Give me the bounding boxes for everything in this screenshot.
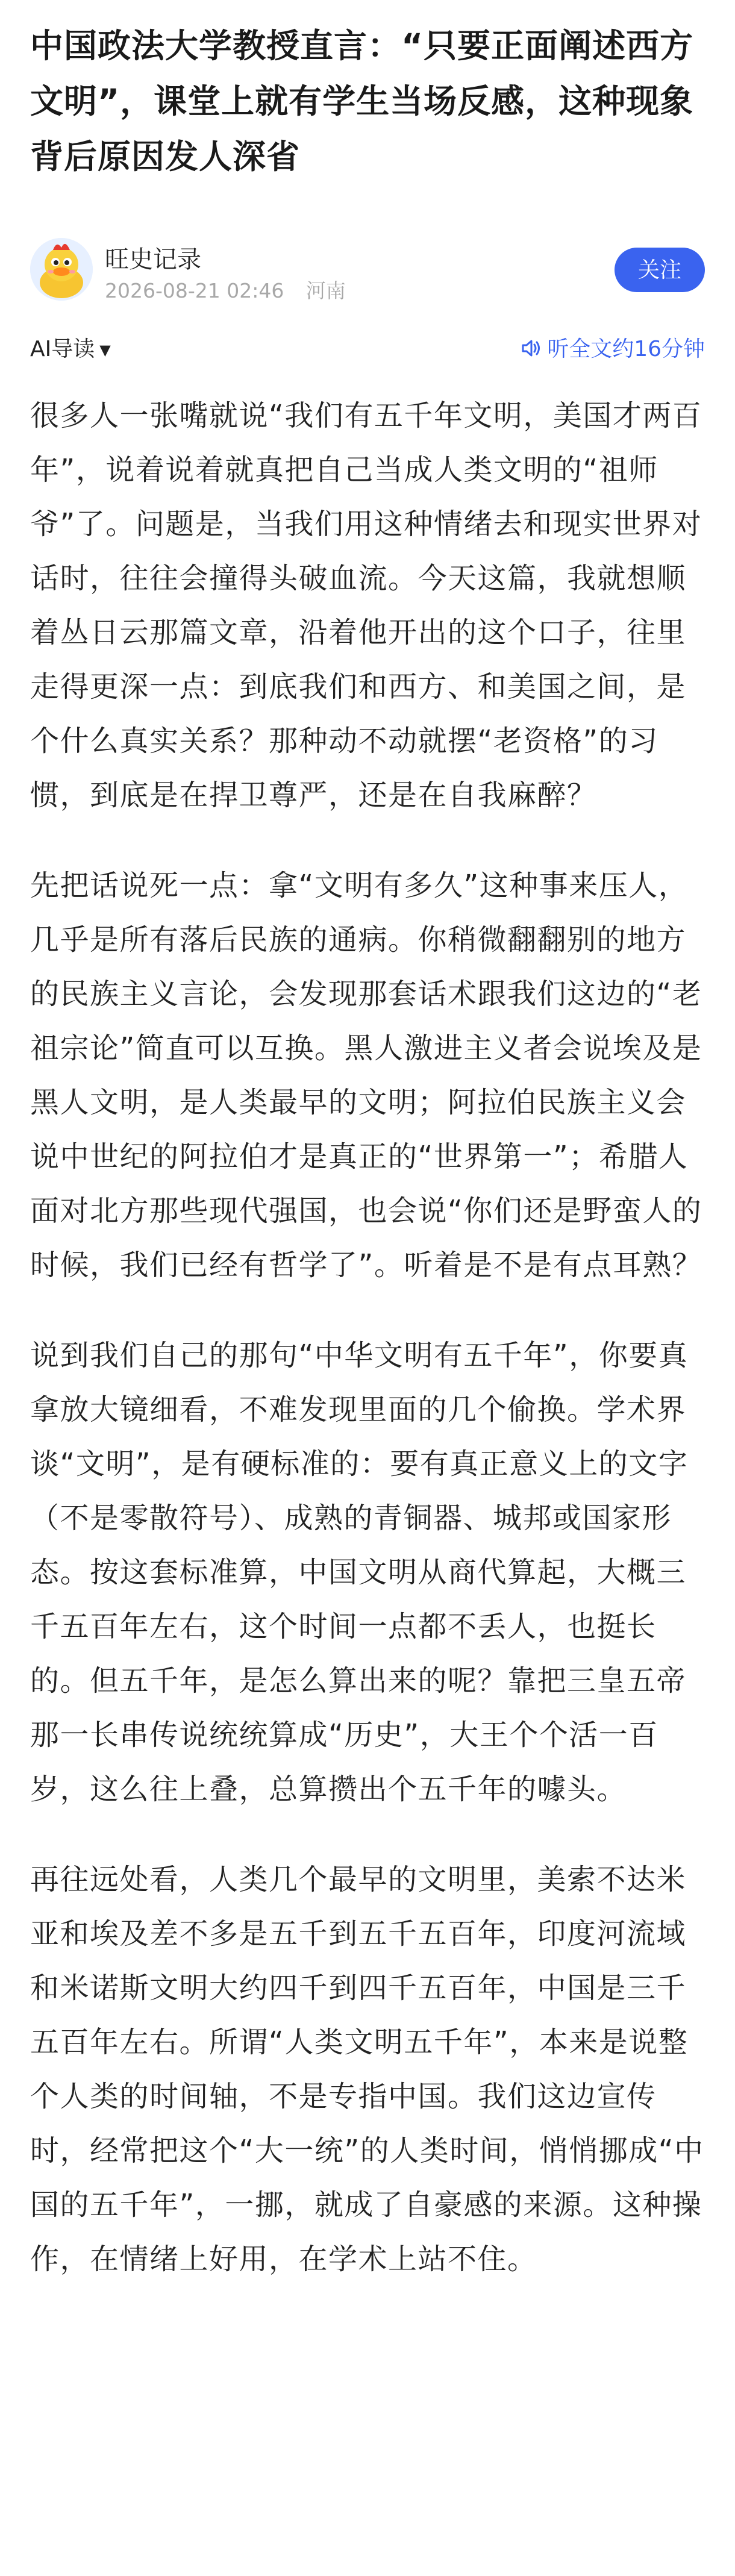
post-location: 河南 <box>305 279 346 302</box>
article-paragraph: 说到我们自己的那句“中华文明有五千年”，你要真拿放大镜细看，不难发现里面的几个偷换。学术界谈“文明”，是有硬标准的：要有真正意义上的文字（不是零散符号）、成熟的青铜器、城邦或国家形态。按这套标准算，中国文明从商代算起，大概三千五百年左右，这个时间一点都不丢人，也挺长的。但五千年，是怎么算出来的呢？靠把三皇五帝那一长串传说统统算成“历史”，大王个个活一百岁，这么往上叠，总算攒出个五千年的噱头。 <box>30 1339 689 1806</box>
ai-toolbar <box>30 328 705 370</box>
article-paragraph: 很多人一张嘴就说“我们有五千年文明，美国才两百年”，说着说着就真把自己当成人类文明的“祖师爷”了。问题是，当我们用这种情绪去和现实世界对话时，往往会撞得头破血流。今天这篇，我就想顺着丛日云那篇文章，沿着他开出的这个口子，往里走得更深一点：到底我们和西方、和美国之间，是个什么真实关系？那种动不动就摆“老资格”的习惯，到底是在捍卫尊严，还是在自我麻醉？ <box>30 399 702 812</box>
article-body <box>30 389 711 2322</box>
ai-guide-toggle[interactable] <box>30 332 111 363</box>
duck-avatar-icon <box>30 238 93 301</box>
author-row <box>30 238 705 310</box>
article-title: 中国政法大学教授直言：“只要正面阐述西方文明”，课堂上就有学生当场反感，这种现象背后原因发人深省 <box>30 27 694 176</box>
avatar[interactable] <box>30 238 93 301</box>
caret-down-icon: ▼ <box>99 342 111 358</box>
speaker-icon <box>521 338 541 358</box>
author-name[interactable]: 旺史记录 <box>105 246 201 274</box>
listen-label: 听全文约16分钟 <box>547 337 705 361</box>
listen-button[interactable] <box>521 332 705 363</box>
ai-guide-label: AI导读 <box>30 337 95 361</box>
post-date: 2026-08-21 02:46 <box>105 279 284 302</box>
post-meta <box>105 275 361 304</box>
follow-button[interactable]: 关注 <box>615 248 705 292</box>
article-paragraph: 再往远处看，人类几个最早的文明里，美索不达米亚和埃及差不多是五千到五千五百年，印度河流域和米诺斯文明大约四千到四千五百年，中国是三千五百年左右。所谓“人类文明五千年”，本来是说整个人类的时间轴，不是专指中国。我们这边宣传时，经常把这个“大一统”的人类时间，悄悄挪成“中国的五千年”，一挪，就成了自豪感的来源。这种操作，在情绪上好用，在学术上站不住。 <box>30 1863 704 2276</box>
article-paragraph: 先把话说死一点：拿“文明有多久”这种事来压人，几乎是所有落后民族的通病。你稍微翻翻别的地方的民族主义言论，会发现那套话术跟我们这边的“老祖宗论”简直可以互换。黑人激进主义者会说埃及是黑人文明，是人类最早的文明；阿拉伯民族主义会说中世纪的阿拉伯才是真正的“世界第一”；希腊人面对北方那些现代强国，也会说“你们还是野蛮人的时候，我们已经有哲学了”。听着是不是有点耳熟？ <box>30 869 702 1282</box>
